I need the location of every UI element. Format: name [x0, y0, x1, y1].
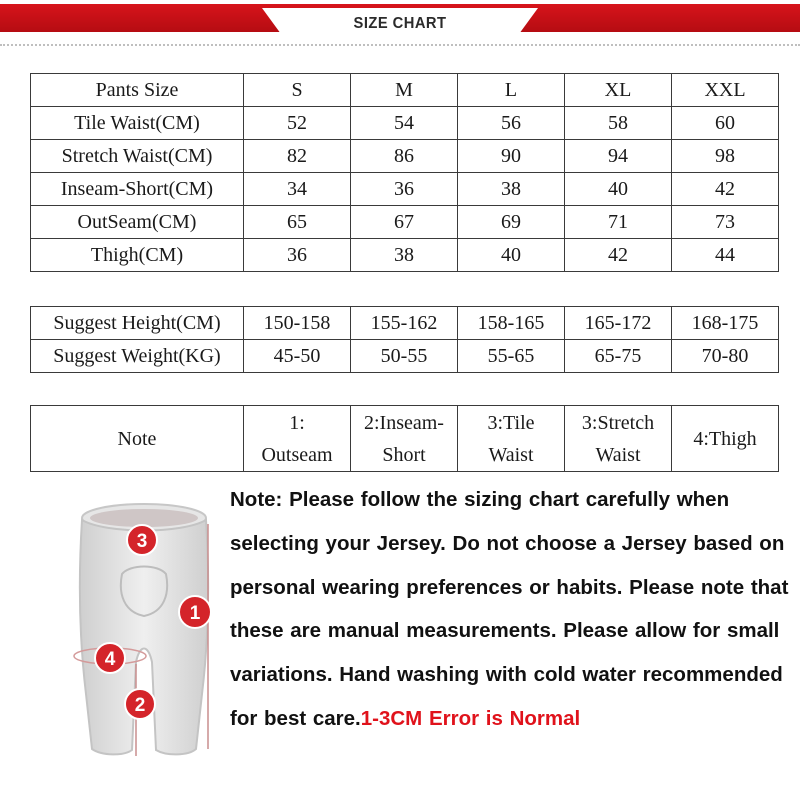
- note-body: Note: Please follow the sizing chart carefully when selecting your Jersey. Do not choose a Jersey based on personal wearing preferences or habits. Please note that these are manual measurements. Please allow for small variations. Hand washing with cold water recommended for best care.: [230, 488, 789, 730]
- measure-label: Stretch Waist(CM): [31, 140, 244, 173]
- note-item-line: Waist: [488, 443, 534, 466]
- note-item: [244, 406, 351, 472]
- measure-label: Inseam-Short(CM): [31, 173, 244, 206]
- marker-3-label: 3: [136, 531, 148, 552]
- size-header-label: Pants Size: [31, 74, 244, 107]
- table-row: [31, 140, 779, 173]
- measure-value: 60: [672, 107, 779, 140]
- measure-value: 71: [565, 206, 672, 239]
- measure-value: 56: [458, 107, 565, 140]
- note-label: Note: [31, 406, 244, 472]
- measure-value: 69: [458, 206, 565, 239]
- measure-value: 94: [565, 140, 672, 173]
- suggest-value: 165-172: [565, 307, 672, 340]
- table-row: [31, 307, 779, 340]
- measure-label: Tile Waist(CM): [31, 107, 244, 140]
- measure-value: 40: [458, 239, 565, 272]
- measure-value: 90: [458, 140, 565, 173]
- size-header-cell: XXL: [672, 74, 779, 107]
- dotted-divider: [0, 44, 800, 46]
- suggest-value: 70-80: [672, 340, 779, 373]
- note-item-line: 4:Thigh: [693, 427, 757, 450]
- note-item: [565, 406, 672, 472]
- measure-value: 58: [565, 107, 672, 140]
- note-item-line: 3:Stretch: [581, 411, 655, 434]
- page-title: SIZE CHART: [353, 15, 447, 32]
- measure-value: 40: [565, 173, 672, 206]
- note-table: [30, 405, 779, 472]
- suggest-value: 65-75: [565, 340, 672, 373]
- note-item-line: 1:: [289, 411, 305, 434]
- measure-value: 38: [458, 173, 565, 206]
- note-item-line: Outseam: [261, 443, 333, 466]
- measure-value: 36: [351, 173, 458, 206]
- marker-2-label: 2: [134, 695, 146, 716]
- suggest-value: 150-158: [244, 307, 351, 340]
- measure-value: 44: [672, 239, 779, 272]
- suggest-value: 155-162: [351, 307, 458, 340]
- suggest-table: [30, 306, 779, 373]
- suggest-value: 50-55: [351, 340, 458, 373]
- marker-1-label: 1: [189, 603, 201, 624]
- measure-value: 54: [351, 107, 458, 140]
- measure-value: 38: [351, 239, 458, 272]
- note-item-line: 3:Tile: [487, 411, 535, 434]
- suggest-value: 158-165: [458, 307, 565, 340]
- suggest-label: Suggest Height(CM): [31, 307, 244, 340]
- note-paragraph: [230, 478, 790, 741]
- marker-4-label: 4: [104, 649, 116, 670]
- table-row: [31, 239, 779, 272]
- measure-label: Thigh(CM): [31, 239, 244, 272]
- note-item-line: Short: [382, 443, 426, 466]
- size-header-cell: S: [244, 74, 351, 107]
- measure-value: 34: [244, 173, 351, 206]
- pants-drawing: [62, 494, 222, 784]
- note-item: [672, 406, 779, 472]
- pants-illustration: [62, 494, 222, 784]
- measure-label: OutSeam(CM): [31, 206, 244, 239]
- size-header-cell: XL: [565, 74, 672, 107]
- table-row: [31, 107, 779, 140]
- size-header-cell: M: [351, 74, 458, 107]
- measure-value: 42: [672, 173, 779, 206]
- measure-value: 42: [565, 239, 672, 272]
- error-note: 1-3CM Error is Normal: [360, 706, 581, 730]
- size-header-cell: L: [458, 74, 565, 107]
- suggest-value: 45-50: [244, 340, 351, 373]
- note-item-line: Waist: [595, 443, 641, 466]
- table-row: [31, 173, 779, 206]
- note-item: [458, 406, 565, 472]
- note-item-line: 2:Inseam-: [364, 411, 444, 434]
- measure-value: 67: [351, 206, 458, 239]
- suggest-value: 55-65: [458, 340, 565, 373]
- measure-value: 82: [244, 140, 351, 173]
- measure-value: 86: [351, 140, 458, 173]
- suggest-label: Suggest Weight(KG): [31, 340, 244, 373]
- suggest-value: 168-175: [672, 307, 779, 340]
- table-row: [31, 206, 779, 239]
- measure-value: 98: [672, 140, 779, 173]
- measure-value: 36: [244, 239, 351, 272]
- measure-value: 65: [244, 206, 351, 239]
- measure-value: 73: [672, 206, 779, 239]
- size-table: [30, 73, 779, 272]
- measure-value: 52: [244, 107, 351, 140]
- note-item: [351, 406, 458, 472]
- table-row: [31, 340, 779, 373]
- size-header-row: [31, 74, 779, 107]
- note-row: [31, 406, 779, 472]
